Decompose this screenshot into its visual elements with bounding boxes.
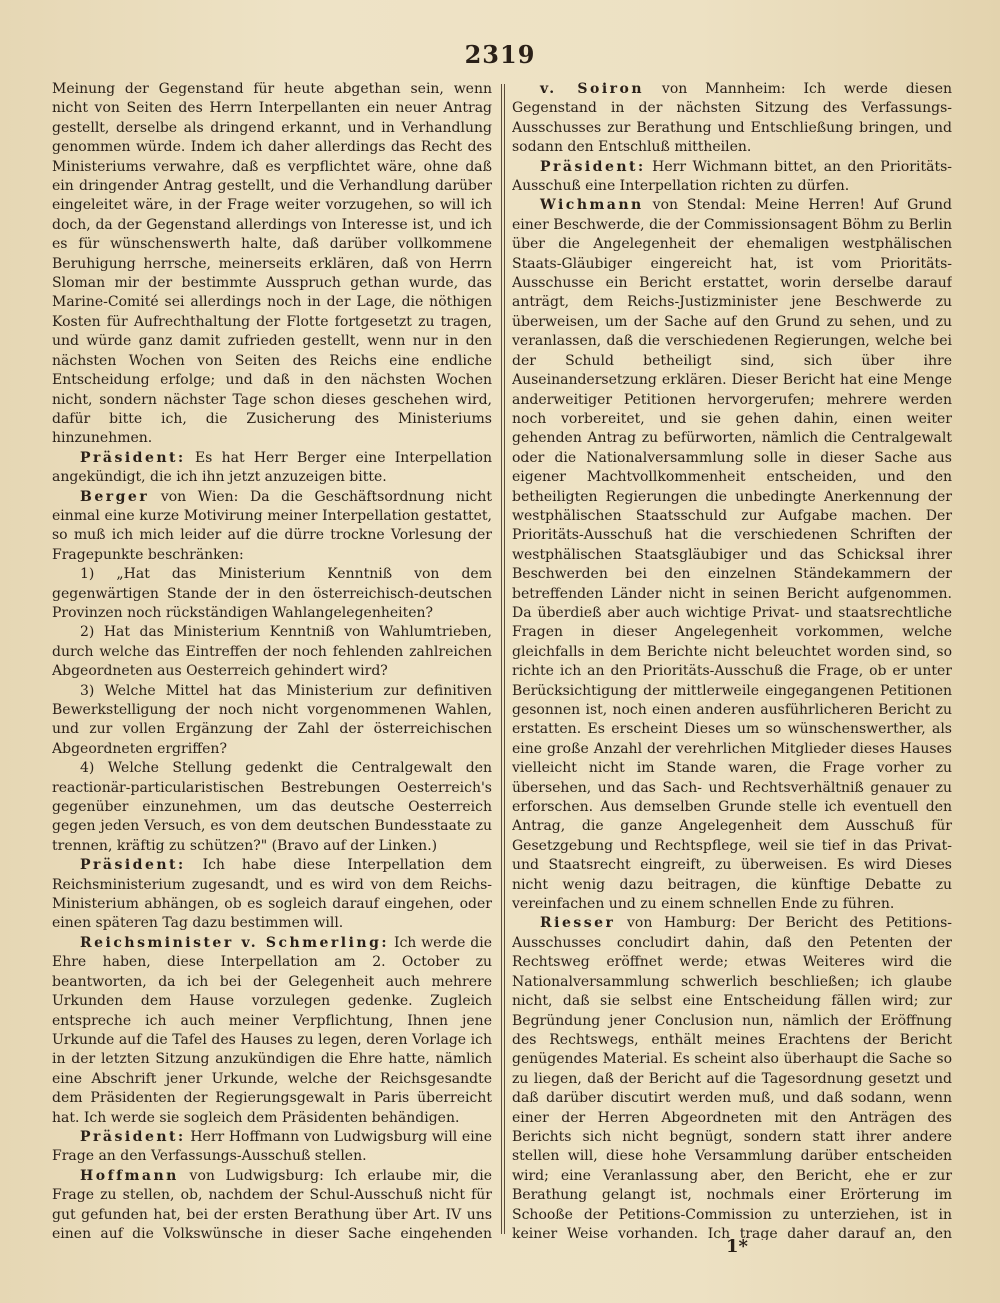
paragraph-text: von Hamburg: Der Bericht des Petitions-Ausschusses concludirt dahin, daß den Petenten der Rechtsweg eröffnet werde; etwas Weiteres wird die Nationalversammlung schwerlich beschließen; ich glaube nicht, daß sie selbst eine Entscheidung fällen wird; zur Begründung jener Conclusion nun, nämlich der Eröffnung des Rechtswegs, enthält meines Erachtens der Bericht genügendes Material. Es scheint also überhaupt die Sache so zu liegen, daß der Bericht auf die Tagesordnung gesetzt und daß darüber discutirt werden muß, und daß sodann, wenn einer der Herren Abgeordneten mit den Anträgen des Berichts sich nicht begnügt, sondern statt ihrer andere stellen will, diese hohe Versammlung darüber entscheiden wird; eine Veranlassung aber, den Bericht, ehe er zur Berathung gelangt ist, nochmals einer Erörterung im Schooße der Petitions-Commission zu unterziehen, ist in keiner Weise vorhanden. Ich trage daher darauf an, den (512, 915, 952, 1240)
speaker-name: Präsident: (80, 449, 186, 466)
paragraph-text: 2) Hat das Ministerium Kenntniß von Wahlumtrieben, durch welche das Eintreffen der noch fehlenden zahlreichen Abgeordneten aus Oesterreich gehindert wird? (52, 624, 492, 680)
paragraph (52, 934, 492, 1128)
left-column (52, 80, 492, 1240)
right-column (512, 80, 952, 1240)
page-number: 2319 (464, 40, 536, 69)
paragraph-text: von Wien: Da die Geschäftsordnung nicht einmal eine kurze Motivirung meiner Interpellation gestattet, so muß ich mich leider auf die dürre trockne Vorlesung der Fragepunkte beschränken: (52, 488, 492, 563)
speaker-name: Wichmann (540, 197, 644, 214)
paragraph-text: 4) Welche Stellung gedenkt die Centralgewalt den reactionär-particularistischen Bestrebungen Oesterreich's gegenüber einzunehmen, um das deutsche Oesterreich gegen jeden Versuch, es von dem deutschen Bundesstaate zu trennen, kräftig zu schützen?" (Bravo auf der Linken.) (52, 760, 492, 854)
paragraph (52, 856, 492, 934)
paragraph-text: von Ludwigsburg: Ich erlaube mir, die Frage zu stellen, ob, nachdem der Schul-Ausschuß nicht für gut gefunden hat, bei der ersten Berathung über Art. IV uns einen auf die Volkswünsche in dieser Sache eingehenden (52, 1167, 492, 1240)
paragraph-text: Herr Hoffmann von Ludwigsburg will eine Frage an den Verfassungs-Ausschuß stellen. (52, 1128, 492, 1165)
paragraph (512, 196, 952, 914)
paragraph (52, 759, 492, 856)
speaker-name: Berger (80, 488, 150, 505)
paragraph-text: Ich werde die Ehre haben, diese Interpellation am 2. October zu beantworten, da ich bei der Gelegenheit auch mehrere Urkunden dem Hause vorzulegen gedenke. Zugleich entspreche ich auch meiner Verpflichtung, Ihnen jene Urkunde auf die Tafel des Hauses zu legen, deren Vorlage ich in der letzten Sitzung anzukündigen die Ehre hatte, nämlich eine Abschrift jener Urkunde, welche der Reichsgesandte dem Präsidenten der Regierungsgewalt in Paris überreicht hat. Ich werde sie sogleich dem Präsidenten behändigen. (52, 934, 492, 1126)
paragraph (52, 80, 492, 449)
paragraph-text: von Stendal: Meine Herren! Auf Grund einer Beschwerde, die der Commissionsagent Böhm zu Berlin über die Angelegenheit der ehemaligen westphälischen Staats-Gläubiger eingereicht hat, ist vom Prioritäts-Ausschusse ein Bericht erstattet, worin derselbe darauf anträgt, dem Reichs-Justizminister jene Beschwerde zu überweisen, um der Sache auf den Grund zu sehen, und zu veranlassen, daß die verschiedenen Regierungen, welche bei der Schuld betheiligt sind, sich über ihre Auseinandersetzung erklären. Dieser Bericht hat eine Menge anderweitiger Petitionen hervorgerufen; mehrere werden noch vorbereitet, und sie gehen dahin, einen weiter gehenden Antrag zu befürworten, nämlich die Centralgewalt oder die Nationalversammlung solle in dieser Sache aus eigener Machtvollkommenheit entscheiden, und den betheiligten Regierungen die unbedingte Anerkennung der westphälischen Staatsschuld zur Aufgabe machen. Der Prioritäts-Ausschuß hat die verschiedenen Schriften der westphälischen Staatsgläubiger und das Schicksal ihrer Beschwerden bei den einzelnen Ständekammern der betreffenden Länder nicht in seinen Bericht aufgenommen. Da überdieß aber auch wichtige Privat- und staatsrechtliche Fragen in dieser Angelegenheit vorkommen, welche gleichfalls in dem Berichte nicht beleuchtet worden sind, so richte ich an den Prioritäts-Ausschuß die Frage, ob er unter Berücksichtigung der mittlerweile eingegangenen Petitionen gesonnen ist, noch einen anderen ausführlicheren Bericht zu erstatten. Es erscheint Dieses um so wünschenswerther, als eine große Anzahl der verehrlichen Mitglieder dieses Hauses vielleicht nicht im Stande waren, die Frage vorher zu übersehen, und das Sach- und Rechtsverhältniß genauer zu erforschen. Aus demselben Grunde stelle ich eventuell den Antrag, die ganze Angelegenheit dem Ausschuß für Gesetzgebung und Rechtspflege, weil sie tief in das Privat- und Staatsrecht eingreift, zu überweisen. Es wird Dieses nicht wenig dazu beitragen, die künftige Debatte zu vereinfachen und zu einem schnellen Ende zu führen. (512, 197, 952, 913)
speaker-name: Präsident: (540, 158, 646, 175)
speaker-name: Hoffmann (80, 1167, 179, 1184)
paragraph (52, 682, 492, 760)
paragraph (52, 1167, 492, 1240)
paragraph-text: Herr Wichmann bittet, an den Prioritäts-Ausschuß eine Interpellation richten zu dürfen. (512, 158, 952, 195)
column-divider (501, 84, 502, 1234)
paragraph (512, 158, 952, 197)
paragraph (512, 914, 952, 1240)
speaker-name: Präsident: (80, 857, 186, 874)
paragraph (52, 488, 492, 566)
speaker-name: Reichsminister v. Schmerling: (80, 934, 390, 951)
speaker-name: v. Soiron (540, 81, 645, 97)
paragraph-text: Es hat Herr Berger eine Interpellation angekündigt, die ich ihn jetzt anzuzeigen bitte. (52, 449, 492, 486)
paragraph (52, 565, 492, 623)
signature-mark: 1* (726, 1236, 748, 1257)
paragraph-text: Meinung der Gegenstand für heute abgethan sein, wenn nicht von Seiten des Herrn Interpellanten ein neuer Antrag gestellt, derselbe als dringend erkannt, und in Verhandlung genommen würde. Indem ich daher allerdings das Recht des Ministeriums verwahre, daß es verpflichtet wäre, ohne daß ein dringender Antrag gestellt, und die Verhandlung darüber eingeleitet wäre, in der Frage weiter vorzugehen, so will ich doch, da der Gegenstand allerdings von Interesse ist, und ich es für wünschenswerth halte, daß darüber vollkommene Beruhigung herrsche, meinerseits erklären, daß von Herrn Sloman mir der bestimmte Ausspruch gethan wurde, das Marine-Comité sei allerdings noch in der Lage, die nöthigen Kosten für Aufrechthaltung der Flotte fortgesetzt zu tragen, und würde ganz damit zufrieden gestellt, wenn nur in den nächsten Wochen von Seiten des Reichs eine endliche Entscheidung erfolge; und daß in den nächsten Wochen nicht, sondern nächster Tage schon dieses geschehen wird, dafür bitte ich, die Zusicherung des Ministeriums hinzunehmen. (52, 81, 492, 447)
paragraph (52, 449, 492, 488)
paragraph-text: von Mannheim: Ich werde diesen Gegenstand in der nächsten Sitzung des Verfassungs-Ausschusses zur Berathung und Entschließung bringen, und sodann den Entschluß mittheilen. (512, 81, 952, 156)
paragraph (512, 80, 952, 158)
speaker-name: Präsident: (80, 1128, 186, 1145)
paragraph-text: 3) Welche Mittel hat das Ministerium zur definitiven Bewerkstelligung der noch nicht vorgenommenen Wahlen, und zur vollen Ergänzung der Zahl der österreichischen Abgeordneten ergriffen? (52, 682, 492, 757)
paragraph (52, 623, 492, 681)
paragraph (52, 1128, 492, 1167)
paragraph-text: Ich habe diese Interpellation dem Reichsministerium zugesandt, und es wird von dem Reichs-Ministerium abhängen, ob es sogleich darauf eingehen, oder einen späteren Tag dazu bestimmen will. (52, 857, 492, 932)
speaker-name: Riesser (540, 915, 616, 932)
paragraph-text: 1) „Hat das Ministerium Kenntniß von dem gegenwärtigen Stande der in den österreichisch-deutschen Provinzen noch rückständigen Wahlangelegenheiten? (52, 566, 492, 621)
column-divider-second (504, 84, 505, 1234)
